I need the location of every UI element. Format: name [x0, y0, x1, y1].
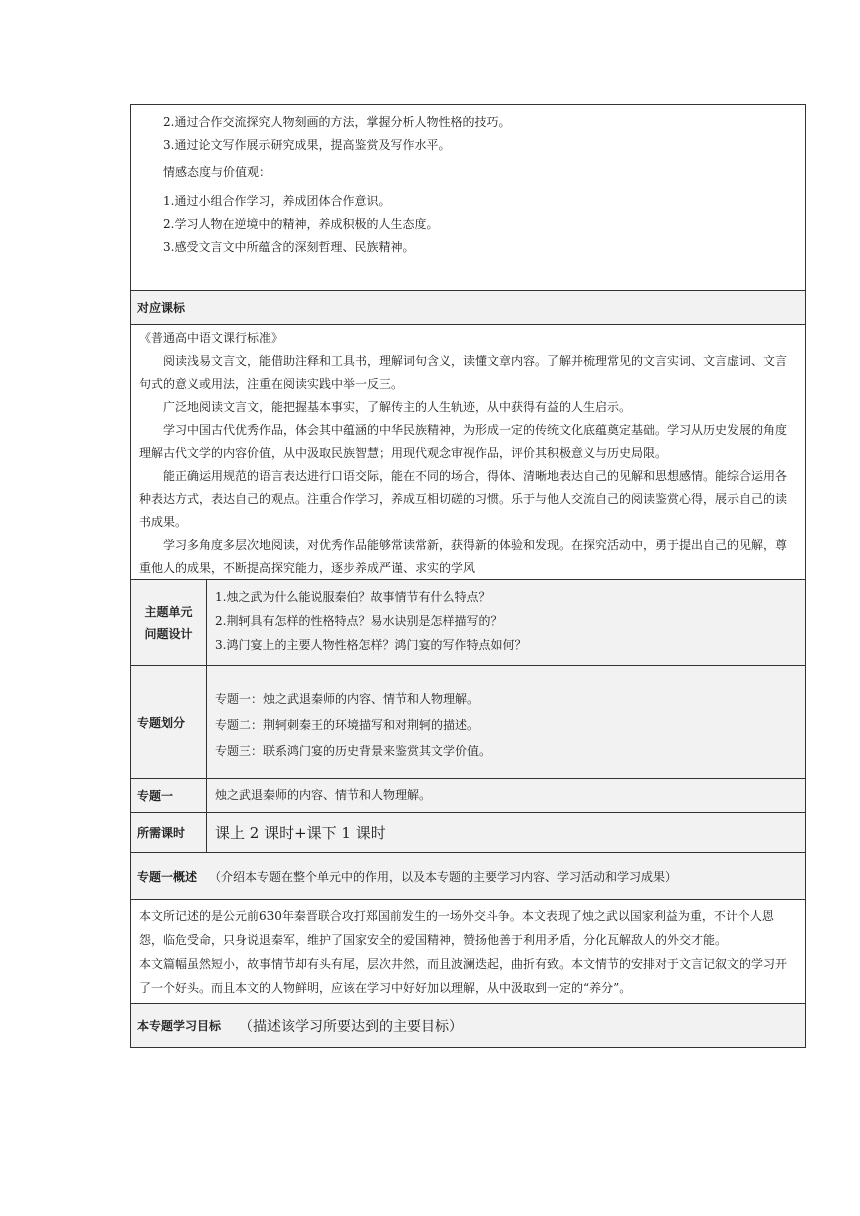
overview-heading — [131, 853, 805, 900]
overview-note: （介绍本专题在整个单元中的作用，以及本专题的主要学习内容、学习活动和学习成果） — [209, 869, 678, 884]
standards-paragraph: 广泛地阅读文言文，能把握基本事实，了解传主的人生轨迹，从中获得有益的人生启示。 — [163, 400, 632, 414]
goal-line: 3.通过论文写作展示研究成果，提高鉴赏及写作水平。 — [163, 138, 451, 152]
questions-list — [207, 580, 805, 665]
questions-label — [131, 580, 207, 665]
standards-source: 《普通高中语文课行标准》 — [139, 331, 284, 345]
questions-row — [131, 580, 805, 666]
standards-heading-text: 对应课标 — [137, 301, 186, 315]
topic-one-value: 烛之武退秦师的内容、情节和人物理解。 — [215, 788, 432, 802]
objectives-heading — [131, 1004, 805, 1047]
standards-paragraph: 能正确运用规范的语言表达进行口语交际，能在不同的场合，得体、清晰地表达自己的见解和思想感情。能综合运用各种表达方式，表达自己的观点。注重合作学习，养成互相切磋的习惯。乐于与他人交流自己的阅读鉴赏心得，展示自己的读书成果。 — [139, 469, 788, 529]
topic-one-label: 专题一 — [131, 779, 207, 812]
overview-paragraph: 本文所记述的是公元前630年秦晋联合攻打郑国前发生的一场外交斗争。本文表现了烛之武以国家利益为重，不计个人恩怨，临危受命，只身说退秦军，维护了国家安全的爱国精神，赞扬他善于利用矛盾，分化瓦解敌人的外交才能。 — [139, 909, 774, 947]
standards-paragraph: 阅读浅易文言文，能借助注释和工具书，理解词句含义，读懂文章内容。了解并梳理常见的文言实词、文言虚词、文言句式的意义或用法，注重在阅读实践中举一反三。 — [139, 354, 788, 391]
hours-row — [131, 813, 805, 853]
overview-body — [131, 900, 805, 1004]
standards-body — [131, 325, 805, 580]
objectives-note: （描述该学习所要达到的主要目标） — [239, 1018, 464, 1035]
standards-heading — [131, 291, 805, 325]
overview-paragraph: 本文篇幅虽然短小，故事情节却有头有尾，层次井然，而且波澜迭起，曲折有致。本文情节的安排对于文言记叙文的学习开了一个好头。而且本文的人物鲜明，应该在学习中好好加以理解，从中汲取到一定的“养分”。 — [139, 957, 788, 995]
standards-paragraph: 学习中国古代优秀作品，体会其中蕴涵的中华民族精神，为形成一定的传统文化底蕴奠定基础。学习从历史发展的角度理解古代文学的内容价值，从中汲取民族智慧；用现代观念审视作品，评价其积极意义与历史局限。 — [139, 423, 788, 460]
hours-value: 课上 2 课时+课下 1 课时 — [215, 824, 386, 842]
topic-item: 专题二：荆轲刺秦王的环境描写和对荆轲的描述。 — [215, 718, 480, 732]
question-item: 1.烛之武为什么能说服秦伯？故事情节有什么特点？ — [215, 590, 491, 604]
attitude-heading: 情感态度与价值观： — [163, 165, 272, 179]
goal-line: 1.通过小组合作学习，养成团体合作意识。 — [163, 194, 391, 208]
topic-item: 专题三：联系鸿门宴的历史背景来鉴赏其文学价值。 — [215, 744, 492, 758]
questions-label-line: 主题单元 — [144, 604, 193, 619]
topic-item: 专题一：烛之武退秦师的内容、情节和人物理解。 — [215, 692, 480, 706]
goals-continued-row — [131, 105, 805, 291]
goal-line: 2.学习人物在逆境中的精神，养成积极的人生态度。 — [163, 217, 439, 231]
topics-list — [207, 666, 805, 778]
standards-paragraph: 学习多角度多层次地阅读，对优秀作品能够常读常新，获得新的体验和发现。在探究活动中，勇于提出自己的见解，尊重他人的成果，不断提高探究能力，逐步养成严谨、求实的学风 — [139, 538, 788, 575]
question-item: 2.荆轲具有怎样的性格特点？易水诀别是怎样描写的？ — [215, 614, 503, 628]
topic-one-row — [131, 779, 805, 813]
objectives-heading-text: 本专题学习目标 — [137, 1019, 222, 1033]
hours-label: 所需课时 — [131, 813, 207, 852]
question-item: 3.鸿门宴上的主要人物性格怎样？鸿门宴的写作特点如何？ — [215, 638, 527, 652]
topics-row — [131, 666, 805, 779]
overview-heading-text: 专题一概述 — [137, 869, 198, 884]
lesson-plan-table — [130, 104, 806, 1048]
topics-label: 专题划分 — [131, 666, 207, 778]
goal-line: 2.通过合作交流探究人物刻画的方法，掌握分析人物性格的技巧。 — [163, 115, 511, 129]
questions-label-line: 问题设计 — [144, 626, 193, 641]
goal-line: 3.感受文言文中所蕴含的深刻哲理、民族精神。 — [163, 240, 415, 254]
